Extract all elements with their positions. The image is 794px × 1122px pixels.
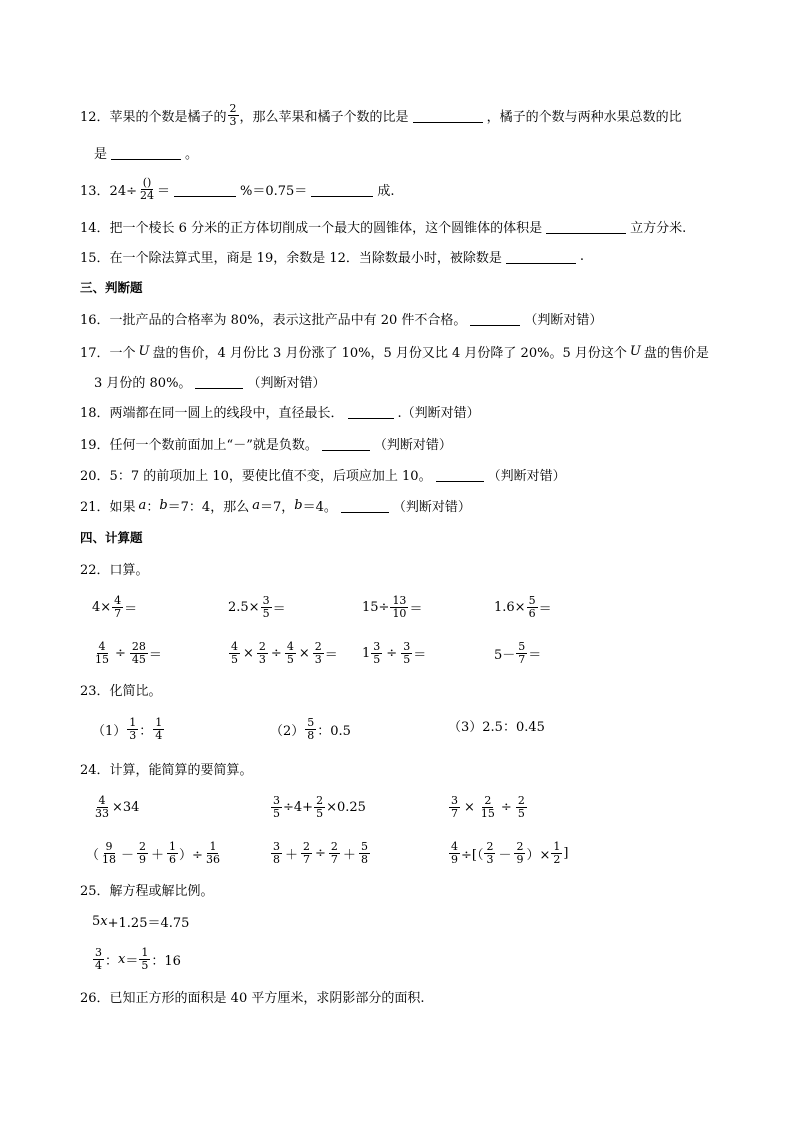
calc-item: $\frac{3}{7}$ × $\frac{2}{15}$ ÷ $\frac{2}{5}$: [451, 793, 525, 820]
answer-blank[interactable]: [174, 182, 236, 197]
answer-blank[interactable]: [436, 467, 484, 482]
answer-blank[interactable]: [413, 108, 483, 123]
ratio-item: （3）2.5：0.45: [448, 719, 545, 735]
calc-item: $\frac{4}{5}$ × $\frac{2}{3}$ ÷ $\frac{4}{5}$ × $\frac{2}{3}$ ＝: [231, 639, 338, 666]
question-19: 19．任何一个数前面加上“－”就是负数。 （判断对错）: [80, 437, 452, 453]
question-26: 26．已知正方形的面积是 40 平方厘米，求阴影部分的面积.: [80, 990, 425, 1006]
calc-item: 1.6× $\frac{5}{6}$ ＝: [494, 593, 552, 620]
question-23-title: 23．化简比。: [80, 683, 162, 699]
calc-item: $\frac{4}{33}$ ×34: [95, 793, 140, 820]
question-15: 15．在一个除法算式里，商是 19，余数是 12．当除数最小时，被除数是 .: [80, 248, 585, 266]
answer-blank[interactable]: [322, 436, 370, 451]
calc-item: 4× $\frac{4}{7}$ ＝: [92, 593, 138, 620]
question-14: 14．把一个棱长 6 分米的正方体切削成一个最大的圆锥体，这个圆锥体的体积是 立方分米.: [80, 220, 687, 236]
answer-blank[interactable]: [546, 219, 626, 234]
question-16: 16．一批产品的合格率为 80%，表示这批产品中有 20 件不合格。 （判断对错）: [80, 312, 603, 328]
ratio-item: （2） 5 8 ：0.5: [270, 715, 351, 742]
calc-item: 1 $\frac{3}{5}$ ÷ $\frac{3}{5}$ ＝: [362, 639, 427, 666]
answer-blank[interactable]: [470, 311, 520, 326]
question-24-title: 24．计算，能简算的要简算。: [80, 762, 253, 778]
answer-blank[interactable]: [341, 498, 389, 513]
fraction: () 24: [139, 175, 154, 202]
answer-blank[interactable]: [348, 404, 394, 419]
question-22-title: 22．口算。: [80, 562, 149, 578]
calc-item: $\frac{4}{15}$ ÷ $\frac{28}{45}$ ＝: [95, 639, 162, 666]
question-21: 21．如果 a ： b ＝7：4，那么 a ＝7， b ＝4。 （判断对错）: [80, 497, 471, 515]
calc-item: 2.5× $\frac{3}{5}$ ＝: [228, 593, 286, 620]
question-17-cont: 3 月份的 80%。 （判断对错）: [94, 375, 326, 391]
equation-item: 3 4 ： x ＝ 1 5 ：16: [95, 945, 181, 972]
question-18: 18．两端都在同一圆上的线段中，直径最长． .（判断对错）: [80, 405, 480, 421]
calc-item: $\frac{4}{9}$ ÷[（ 2 3 － 2 9 ）× $\frac{1}{2}$ ]: [451, 839, 569, 866]
section-heading-calculation: 四、计算题: [80, 530, 143, 545]
question-25-title: 25．解方程或解比例。: [80, 883, 214, 899]
question-12-cont: 是 。: [94, 146, 199, 162]
question-12: 12．苹果的个数是橘子的 2 3 ，那么苹果和橘子个数的比是 ，橘子的个数与两种水果总数的比: [80, 101, 682, 128]
calc-item: $\frac{3}{5}$ ÷4+ $\frac{2}{5}$ ×0.25: [273, 793, 366, 820]
question-17: 17．一个 U 盘的售价，4 月份比 3 月份涨了 10%，5 月份又比 4 月份降了 20%。5 月份这个 U 盘的售价是: [80, 343, 709, 361]
equation-item: 5 x +1.25＝4.75: [92, 913, 190, 931]
answer-blank[interactable]: [195, 374, 243, 389]
ratio-item: （1） 1 3 ： 1 4: [92, 715, 163, 742]
question-13: 13．24÷ () 24 ＝ %＝0.75＝ 成.: [80, 175, 395, 202]
calc-item: 3 8 ＋ $\frac{2}{7}$ ÷ $\frac{2}{7}$ ＋ 5 8: [273, 839, 368, 866]
section-heading-judgement: 三、判断题: [80, 280, 143, 295]
calc-item: 15÷ $\frac{13}{10}$ ＝: [362, 593, 423, 620]
calc-item: 5－ 5 7 ＝: [494, 639, 542, 666]
question-20: 20．5：7 的前项加上 10，要使比值不变，后项应加上 10。 （判断对错）: [80, 468, 566, 484]
fraction: 2 3: [229, 101, 237, 128]
answer-blank[interactable]: [111, 145, 181, 160]
calc-item: （ 9 18 － 2 9 ＋ 1 6 ）÷ $\frac{1}{36}$: [86, 839, 220, 866]
answer-blank[interactable]: [506, 249, 576, 264]
answer-blank[interactable]: [311, 182, 373, 197]
